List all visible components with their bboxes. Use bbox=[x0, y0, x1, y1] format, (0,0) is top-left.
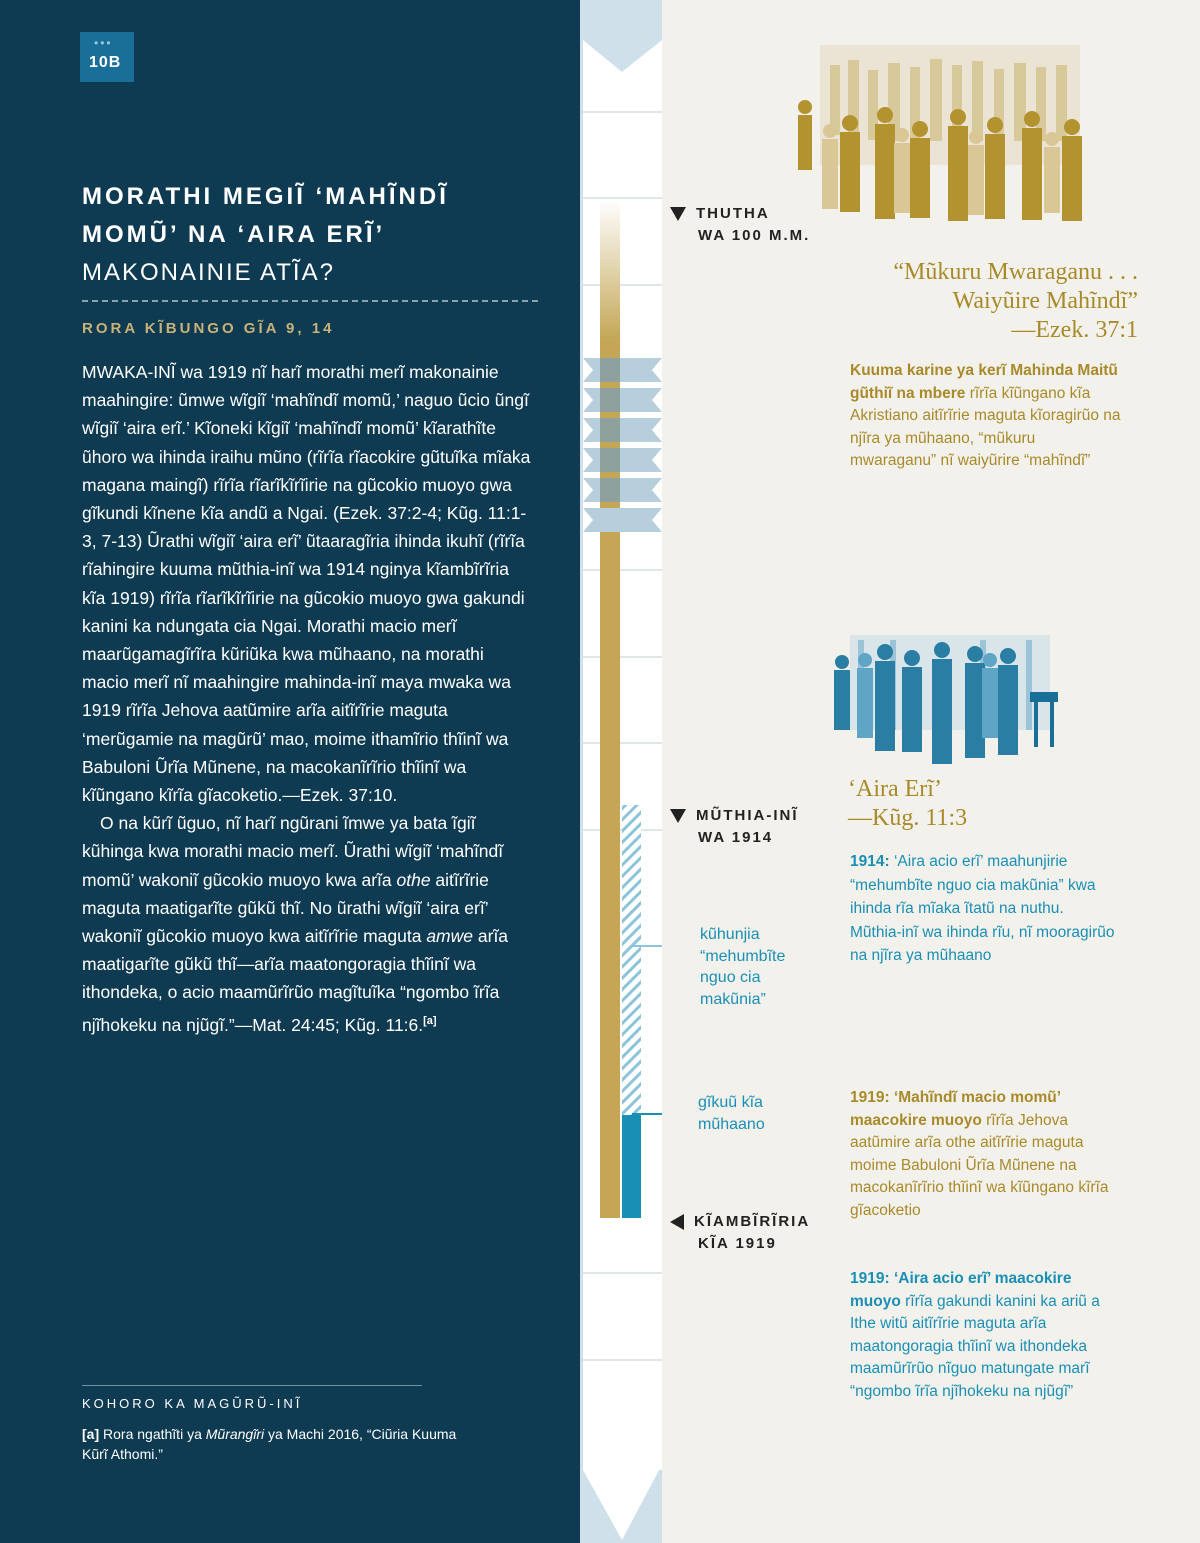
witnesses-illustration bbox=[830, 630, 1060, 770]
page-number: 10B bbox=[89, 54, 122, 71]
footnote-text: [a] Rora ngathĩti ya Mũrangĩri ya Machi 2016, “Ciũria Kuuma Kũrĩ Athomi.” bbox=[82, 1426, 457, 1462]
bottom-chevron-art bbox=[580, 1470, 662, 1543]
dots-icon: ••• bbox=[94, 36, 113, 50]
hatched-bar bbox=[622, 805, 641, 1115]
down-triangle-icon bbox=[670, 207, 686, 221]
emphasis-othe: othe bbox=[396, 869, 431, 890]
down-triangle-icon bbox=[670, 809, 686, 823]
dashed-divider bbox=[82, 300, 538, 302]
footnote-heading: KOHORO KA MAGŨRŨ-INĨ bbox=[82, 1396, 303, 1411]
footnote-divider bbox=[82, 1385, 422, 1386]
footnote-ref-link[interactable]: [a] bbox=[423, 1014, 437, 1027]
paragraph-2: O na kũrĩ ũguo, nĩ harĩ ngũrani ĩmwe ya bata ĩgiĩ kũhinga kwa morathi macio merĩ. Ũrathi wĩgiĩ ‘mahĩndĩ momũ’ wakoniĩ gũcokio muoyo kwa arĩa othe aitĩrĩrie maguta maatigarĩte gũkũ thĩ. No ũrathi wĩgiĩ ‘aira erĩ’ wakoniĩ gũcokio muoyo kwa aitĩrĩrie maguta amwe arĩa maatigarĩte gũkũ thĩ—arĩa maatongoragia thĩinĩ wa ithondeka, o acio maamũrĩrũo magĩtuĩka “ngombo ĩrĩa njĩhokeku na njũgĩ.”—Mat. 24:45; Kũg. 11:6.[a] bbox=[82, 813, 509, 1035]
quote-dry-bones bbox=[838, 258, 1138, 345]
page-title bbox=[82, 178, 552, 292]
quote-two-witnesses-ref: —Kũg. 11:3 bbox=[848, 805, 968, 831]
gold-bar-fade bbox=[600, 200, 620, 340]
timeline-graphic bbox=[580, 0, 662, 1543]
teal-bar bbox=[622, 1115, 641, 1218]
quote-two-witnesses-text: ‘Aira Erĩ’ bbox=[848, 776, 942, 802]
zigzag-gold-overlap bbox=[600, 358, 620, 502]
top-chevron-art bbox=[583, 0, 662, 76]
label-preaching-sackcloth: kũhunjia “mehumbĩte nguo cia makũnia” bbox=[700, 926, 786, 1008]
left-triangle-icon bbox=[670, 1214, 684, 1230]
marker-100-ce: THUTHA WA 100 M.M. bbox=[670, 203, 810, 247]
desc-1914: 1914: ‘Aira acio erĩ’ maahunjirie “mehumbĩte nguo cia makũnia” kwa ihinda rĩa mĩaka ĩtatũ na nuthu. Mũthia-inĩ wa ihinda rĩu, nĩ mooragirũo na njĩra ya mũhaano bbox=[850, 853, 1115, 964]
crowd-illustration bbox=[790, 45, 1110, 235]
desc-dry-bones: Kuuma karine ya kerĩ Mahinda Maitũ gũthiĩ na mbere rĩrĩa kĩũngano kĩa Akristiano aitĩrĩrie maguta kĩoragirũo na njĩra ya mũhaano, “mũkuru mwaraganu” nĩ waiyũrire “mahĩndĩ” bbox=[850, 362, 1121, 469]
title-line-1: MORATHI MEGIĨ ‘MAHĨNDĨ bbox=[82, 183, 449, 210]
marker-early-1919: KĨAMBĨRĨRIA KĨA 1919 bbox=[670, 1211, 810, 1255]
label-symbolic-death: gĩkuũ kĩa mũhaano bbox=[698, 1094, 765, 1133]
footnote-marker: [a] bbox=[82, 1426, 100, 1442]
marker-end-1914: MŨTHIA-INĨ WA 1914 bbox=[670, 805, 799, 849]
page-tab bbox=[80, 32, 134, 82]
article-panel bbox=[0, 0, 580, 1543]
quote-two-witnesses bbox=[848, 775, 1108, 833]
quote-dry-bones-text: “Mũkuru Mwaraganu . . . Waiyũire Mahĩndĩ” bbox=[893, 259, 1138, 314]
paragraph-1: MWAKA-INĨ wa 1919 nĩ harĩ morathi merĩ makonainie maahingire: ũmwe wĩgiĩ ‘mahĩndĩ momũ,’ naguo ũcio ũngĩ wĩgiĩ ‘aira erĩ.’ Kĩoneki kĩgiĩ ‘mahĩndĩ momũ’ kĩarathĩte ũhoro wa ihinda iraihu mũno (rĩrĩa rĩacokire gũtuĩka mĩaka magana maingĩ) rĩrĩa rĩarĩkĩrĩirie na gũcokio muoyo gwa gĩkundi kĩnene kĩa andũ a Ngai. (Ezek. 37:2-4; Kũg. 11:1-3, 7-13) Ũrathi wĩgiĩ ‘aira erĩ’ ũtaaragĩria ihinda ikuhĩ (rĩrĩa rĩahingire kuuma mũthia-inĩ wa 1914 nginya kĩambĩrĩria kĩa 1919) rĩrĩa rĩarĩkĩrĩirie na gũcokio muoyo gwa gakundi kanini ka ndungata cia Ngai. Morathi macio merĩ maarũgamagĩrĩra kũriũka kwa mũhaano, na morathi macio merĩ nĩ maahingire mahinda-inĩ maya mwaka wa 1919 rĩrĩa Jehova aatũmire arĩa aitĩrĩrie maguta ‘merũgamie na magũrũ’ mao, moime ithamĩrio thĩinĩ wa Babuloni Ũrĩa Mũnene, na macokanĩrĩrio thĩinĩ wa kĩũngano kĩrĩa gĩacoketio.—Ezek. 37:10. bbox=[82, 362, 531, 806]
title-line-3: MAKONAINIE ATĨA? bbox=[82, 259, 335, 286]
article-body bbox=[82, 358, 534, 1039]
quote-dry-bones-ref: —Ezek. 37:1 bbox=[1011, 317, 1138, 343]
zigzag-bands bbox=[583, 358, 662, 532]
desc-1919-witnesses: 1919: ‘Aira acio erĩ’ maacokire muoyo rĩrĩa gakundi kanini ka ariũ a Ithe witũ aitĩrĩrie maguta arĩa maatongoragia thĩinĩ wa ithondeka maamũrĩrũo nĩguo matungate marĩ “ngombo ĩrĩa njĩhokeku na njũgĩ” bbox=[850, 1270, 1100, 1400]
emphasis-amwe: amwe bbox=[426, 926, 474, 947]
study-reference: RORA KĨBUNGO GĨA 9, 14 bbox=[82, 320, 335, 337]
desc-1919-bones: 1919: ‘Mahĩndĩ macio momũ’ maacokire muoyo rĩrĩa Jehova aatũmire arĩa othe aitĩrĩrie maguta moime Babuloni Ũrĩa Mũnene na macokanĩrĩrio thĩinĩ wa kĩũngano kĩrĩa gĩacoketio bbox=[850, 1089, 1109, 1219]
title-line-2: MOMŨ’ NA ‘AIRA ERĨ’ bbox=[82, 221, 386, 248]
